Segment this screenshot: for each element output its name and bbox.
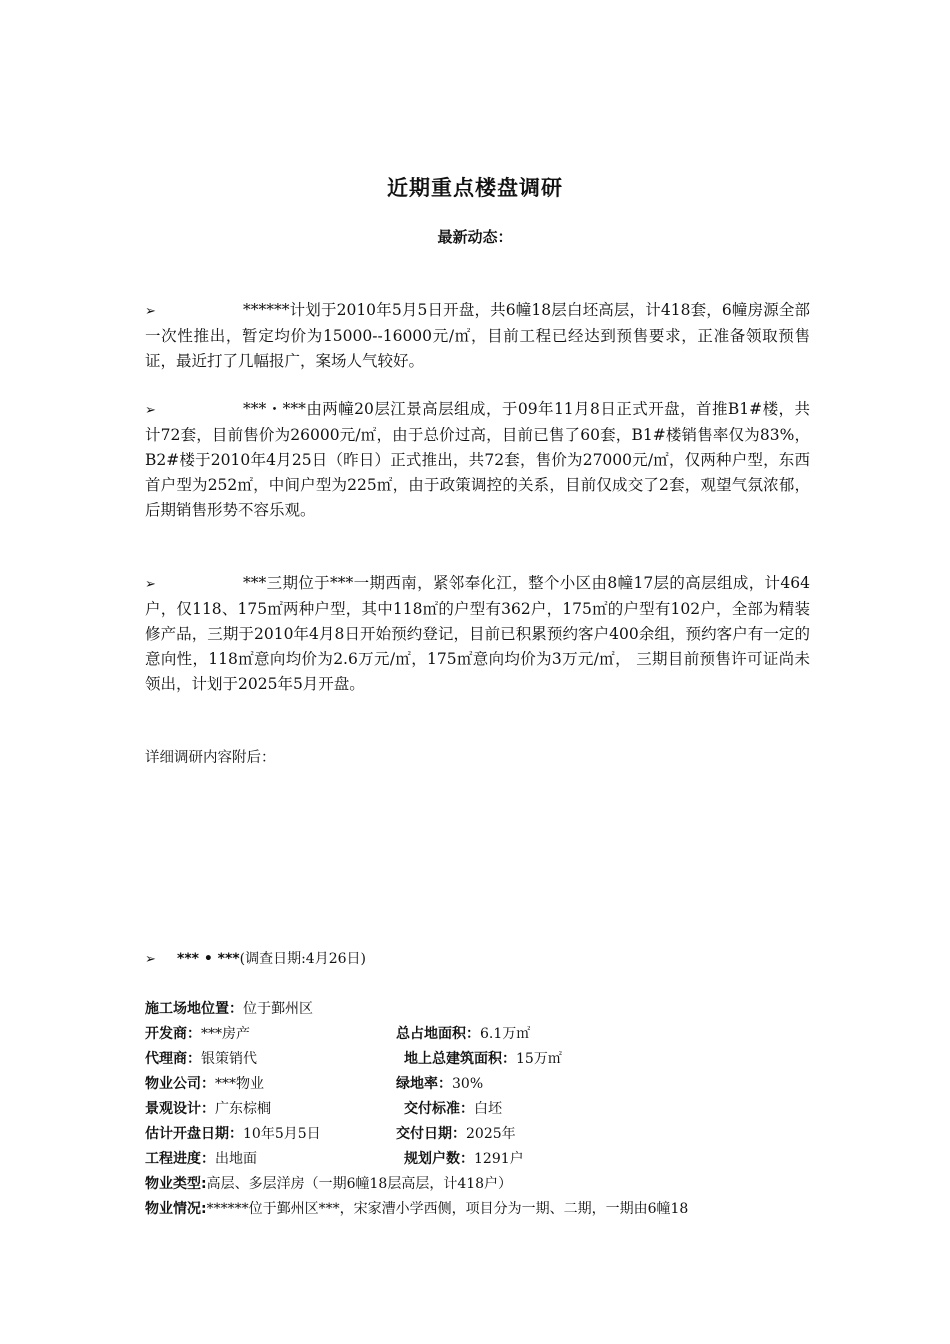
info-value: 15万㎡	[516, 1051, 562, 1067]
info-label: 施工场地位置：	[145, 1001, 243, 1017]
info-property-type	[145, 1173, 512, 1193]
info-value: 广东棕榈	[215, 1101, 271, 1117]
info-value: ******位于鄞州区***，宋家漕小学西侧，项目分为一期、二期，一期由6幢18	[206, 1201, 689, 1217]
info-label: 交付标准：	[404, 1101, 474, 1117]
project-heading	[145, 948, 366, 968]
info-label: 物业类型:	[145, 1176, 207, 1192]
page-title: 近期重点楼盘调研	[387, 176, 563, 200]
info-delivery-date	[396, 1123, 516, 1143]
info-property-status	[145, 1198, 688, 1218]
info-value: 10年5月5日	[243, 1126, 321, 1142]
arrow-bullet-icon: ➢	[145, 577, 156, 592]
arrow-bullet-icon: ➢	[145, 952, 156, 967]
info-gfa	[404, 1048, 562, 1068]
closing-line: 详细调研内容附后：	[145, 750, 276, 766]
info-value: 6.1万㎡	[480, 1026, 531, 1042]
info-value: ***房产	[201, 1026, 250, 1042]
info-developer	[145, 1023, 250, 1043]
info-value: 高层、多层洋房（一期6幢18层高层，计418户）	[206, 1176, 513, 1192]
info-value: 出地面	[215, 1151, 257, 1167]
info-households	[404, 1148, 524, 1168]
info-label: 规划户数：	[404, 1151, 474, 1167]
info-label: 估计开盘日期：	[145, 1126, 243, 1142]
news-paragraph: ➢ ******计划于2010年5月5日开盘，共6幢18层白坯高层，计418套，6幢房源全部一次性推出，暂定均价为15000--16000元/㎡，目前工程已经达到预售要求，正准备领取预售证，最近打了几幅报广，案场人气较好。	[145, 301, 810, 370]
info-label: 代理商：	[145, 1051, 201, 1067]
info-label: 物业情况:	[145, 1201, 207, 1217]
info-label: 开发商：	[145, 1026, 201, 1042]
info-location	[145, 998, 313, 1018]
info-open-date	[145, 1123, 321, 1143]
info-label: 地上总建筑面积：	[404, 1051, 516, 1067]
info-land-area	[396, 1023, 530, 1043]
info-value: 银策销代	[201, 1051, 257, 1067]
info-label: 物业公司：	[145, 1076, 215, 1092]
info-green-ratio	[396, 1073, 483, 1093]
info-delivery-standard	[404, 1098, 502, 1118]
info-property-mgmt	[145, 1073, 264, 1093]
info-value: ***物业	[215, 1076, 264, 1092]
info-label: 总占地面积：	[396, 1026, 480, 1042]
info-agent	[145, 1048, 257, 1068]
info-label: 绿地率：	[396, 1076, 452, 1092]
info-value: 2025年	[466, 1126, 516, 1142]
info-value: 白坯	[474, 1101, 502, 1117]
info-value: 位于鄞州区	[243, 1001, 313, 1017]
arrow-bullet-icon: ➢	[145, 304, 156, 319]
project-name: *** • ***	[177, 951, 240, 967]
arrow-bullet-icon: ➢	[145, 403, 156, 418]
info-progress	[145, 1148, 257, 1168]
news-paragraph: ➢ ***・***由两幢20层江景高层组成，于09年11月8日正式开盘，首推B1#楼，共计72套，目前售价为26000元/㎡，由于总价过高，目前已售了60套，B1#楼销售率仅为83%， B2#楼于2010年4月25日（昨日）正式推出，共72套，售价为27000元/㎡，仅两种户型，东西首户型为252㎡，中间户型为225㎡，由于政策调控的关系，目前仅成交了2套，观望气氛浓郁，后期销售形势不容乐观。	[145, 400, 810, 519]
info-label: 工程进度：	[145, 1151, 215, 1167]
info-label: 景观设计：	[145, 1101, 215, 1117]
page-subtitle: 最新动态：	[437, 228, 513, 246]
info-value: 30%	[452, 1076, 484, 1092]
info-label: 交付日期：	[396, 1126, 466, 1142]
news-paragraph: ➢ ***三期位于***一期西南，紧邻奉化江，整个小区由8幢17层的高层组成，计464户，仅118、175㎡两种户型，其中118㎡的户型有362户，175㎡的户型有102户，全部为精装修产品，三期于2010年4月8日开始预约登记，目前已积累预约客户400余组，预约客户有一定的意向性，118㎡意向均价为2.6万元/㎡，175㎡意向均价为3万元/㎡， 三期目前预售许可证尚未领出，计划于2025年5月开盘。	[145, 574, 810, 693]
info-landscape	[145, 1098, 271, 1118]
survey-date: (调查日期:4月26日)	[239, 951, 366, 967]
info-value: 1291户	[474, 1151, 524, 1167]
